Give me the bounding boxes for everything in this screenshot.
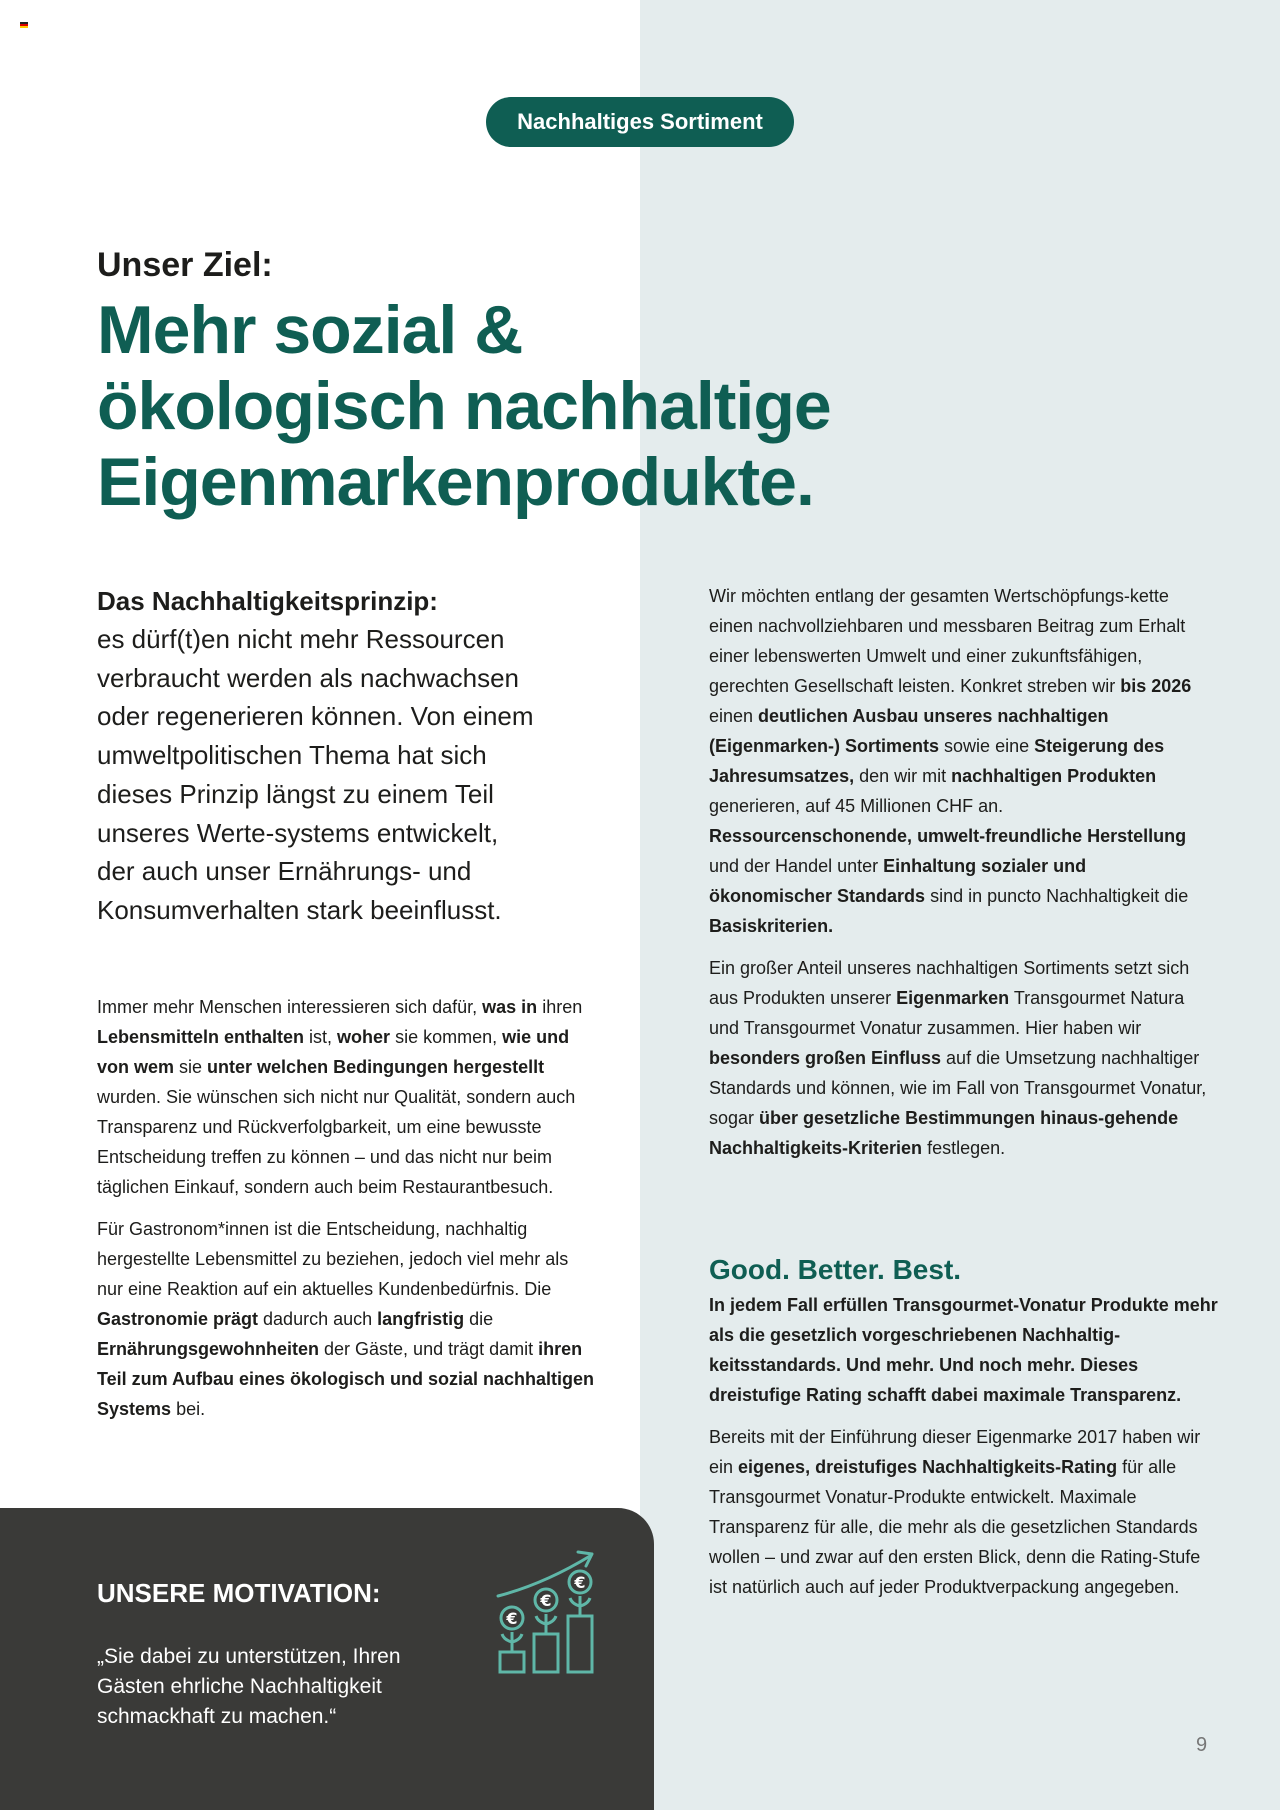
headline-line: Mehr sozial &	[97, 292, 523, 368]
good-better-best-title: Good. Better. Best.	[709, 1254, 962, 1285]
good-better-best-lead: In jedem Fall erfüllen Transgourmet-Vonatur Produkte mehr als die gesetzlich vorgeschriebenen Nachhaltig-keitsstandards. Und mehr. Und noch mehr. Dieses dreistufige Rating schafft dabei maximale Transparenz.	[709, 1295, 1218, 1405]
emphasis-text: Ernährungsgewohnheiten	[97, 1339, 320, 1359]
emphasis-text: woher	[337, 1027, 391, 1047]
kicker-title: Unser Ziel:	[97, 246, 273, 284]
principle-text	[97, 620, 597, 930]
euro-symbol: €	[540, 1591, 552, 1610]
headline	[97, 292, 1097, 520]
emphasis-text: unter welchen Bedingungen hergestellt	[207, 1057, 545, 1077]
emphasis-text: eigenes, dreistufiges Nachhaltigkeits-Rating	[738, 1457, 1118, 1477]
principle-line: der auch unser Ernährungs- und	[97, 856, 472, 887]
emphasis-text: Steigerung des Jahresumsatzes,	[709, 736, 1165, 786]
flag-icon	[20, 22, 28, 28]
emphasis-text: ihren Teil zum Aufbau eines ökologisch und sozial nachhaltigen Systems	[97, 1339, 595, 1419]
left-body-text	[97, 992, 597, 1436]
principle-block	[97, 582, 597, 930]
emphasis-text: Lebensmitteln enthalten	[97, 1027, 305, 1047]
euro-symbol: €	[506, 1609, 518, 1628]
page-number: 9	[1196, 1734, 1208, 1756]
principle-line: umweltpolitischen Thema hat sich	[97, 740, 487, 771]
emphasis-text: wie und von wem	[97, 1027, 570, 1077]
emphasis-text: Eigenmarken	[896, 988, 1010, 1008]
emphasis-text: was in	[482, 997, 538, 1017]
motivation-title: UNSERE MOTIVATION:	[97, 1578, 381, 1608]
growing-euro-plants-icon	[494, 1544, 604, 1674]
headline-line: ökologisch nachhaltige	[97, 368, 831, 444]
body-paragraph: Wir möchten entlang der gesamten Wertschöpfungs-kette einen nachvollziehbaren und messbaren Beitrag zum Erhalt einer lebenswerten Umwelt und einer zukunftsfähigen, gerechten Gesellschaft leisten. Konkret streben wir bis 2026 einen deutlichen Ausbau unseres nachhaltigen (Eigenmarken-) Sortiments sowie eine Steigerung des Jahresumsatzes, den wir mit nachhaltigen Produkten generieren, auf 45 Millionen CHF an. Ressourcenschonende, umwelt-freundliche Herstellung und der Handel unter Einhaltung sozialer und ökonomischer Standards sind in puncto Nachhaltigkeit die Basiskriterien.	[709, 586, 1192, 936]
principle-title: Das Nachhaltigkeitsprinzip:	[97, 586, 438, 616]
principle-line: dieses Prinzip längst zu einem Teil	[97, 778, 494, 809]
emphasis-text: bis 2026	[1120, 676, 1192, 696]
emphasis-text: Einhaltung sozialer und ökonomischer Standards	[709, 856, 1087, 906]
right-body-text	[709, 581, 1209, 1175]
body-paragraph: Ein großer Anteil unseres nachhaltigen Sortiments setzt sich aus Produkten unserer Eigenmarken Transgourmet Natura und Transgourmet Vonatur zusammen. Hier haben wir besonders großen Einfluss auf die Umsetzung nachhaltiger Standards und können, wie im Fall von Transgourmet Vonatur, sogar über gesetzliche Bestimmungen hinaus-gehende Nachhaltigkeits-Kriterien festlegen.	[709, 958, 1207, 1158]
headline-line: Eigenmarkenprodukte.	[97, 444, 814, 520]
section-badge: Nachhaltiges Sortiment	[486, 97, 794, 147]
body-paragraph: Bereits mit der Einführung dieser Eigenmarke 2017 haben wir ein eigenes, dreistufiges Nachhaltigkeits-Rating für alle Transgourmet Vonatur-Produkte entwickelt. Maximale Transparenz für alle, die mehr als die gesetzlichen Standards wollen – und zwar auf den ersten Blick, denn die Rating-Stufe ist natürlich auch auf jeder Produktverpackung angegeben.	[709, 1427, 1201, 1597]
principle-line: unseres Werte-systems entwickelt,	[97, 817, 499, 848]
good-better-best-section	[709, 1252, 1219, 1614]
motivation-quote: „Sie dabei zu unterstützen, Ihren Gästen ehrliche Nachhaltigkeit schmackhaft zu machen.“	[97, 1645, 401, 1728]
emphasis-text: deutlichen Ausbau unseres nachhaltigen (Eigenmarken-) Sortiments	[709, 706, 1109, 756]
motivation-box	[0, 1508, 654, 1810]
emphasis-text: Basiskriterien.	[709, 916, 834, 936]
body-paragraph: Für Gastronom*innen ist die Entscheidung, nachhaltig hergestellte Lebensmittel zu beziehen, jedoch viel mehr als nur eine Reaktion auf ein aktuelles Kundenbedürfnis. Die Gastronomie prägt dadurch auch langfristig die Ernährungsgewohnheiten der Gäste, und trägt damit ihren Teil zum Aufbau eines ökologisch und sozial nachhaltigen Systems bei.	[97, 1219, 595, 1419]
emphasis-text: besonders großen Einfluss	[709, 1048, 942, 1068]
emphasis-text: Ressourcenschonende, umwelt-freundliche Herstellung	[709, 826, 1187, 846]
euro-symbol: €	[574, 1573, 586, 1592]
principle-line: Konsumverhalten stark beeinflusst.	[97, 894, 502, 925]
principle-line: es dürf(t)en nicht mehr Ressourcen	[97, 624, 505, 654]
emphasis-text: nachhaltigen Produkten	[951, 766, 1157, 786]
principle-line: verbraucht werden als nachwachsen	[97, 662, 520, 693]
body-paragraph: Immer mehr Menschen interessieren sich dafür, was in ihren Lebensmitteln enthalten ist, woher sie kommen, wie und von wem sie unter welchen Bedingungen hergestellt wurden. Sie wünschen sich nicht nur Qualität, sondern auch Transparenz und Rückverfolgbarkeit, um eine bewusste Entscheidung treffen zu können – und das nicht nur beim täglichen Einkauf, sondern auch beim Restaurantbesuch.	[97, 997, 583, 1197]
emphasis-text: über gesetzliche Bestimmungen hinaus-gehende Nachhaltigkeits-Kriterien	[709, 1108, 1179, 1158]
emphasis-text: langfristig	[377, 1309, 465, 1329]
emphasis-text: Gastronomie prägt	[97, 1309, 259, 1329]
principle-line: oder regenerieren können. Von einem	[97, 701, 534, 732]
